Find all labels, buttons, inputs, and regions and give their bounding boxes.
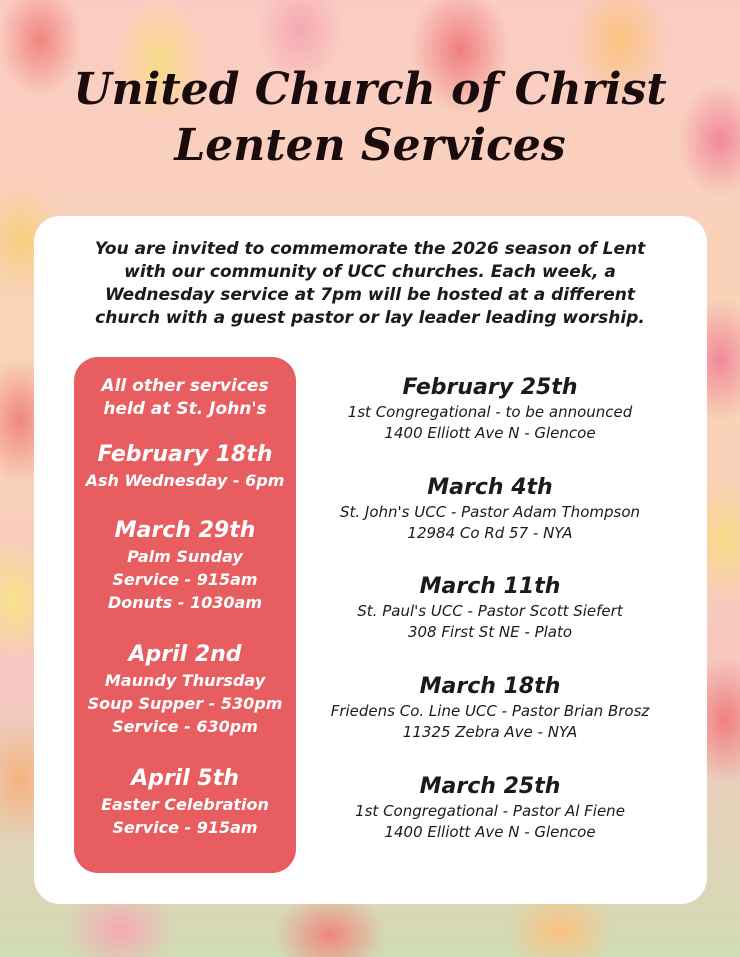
title-line-1: United Church of Christ — [73, 64, 667, 115]
service-detail: Service - 915am — [112, 570, 258, 589]
event-mar-11 — [300, 573, 680, 643]
service-date: March 29th — [114, 518, 256, 543]
event-feb-25 — [300, 374, 680, 444]
service-date: April 2nd — [128, 642, 242, 667]
page-title — [0, 62, 740, 174]
service-easter — [74, 765, 296, 839]
note-line: All other services — [101, 376, 269, 396]
service-palm-sunday — [74, 517, 296, 614]
intro-paragraph — [70, 238, 670, 330]
service-detail: Donuts - 1030am — [107, 593, 262, 612]
event-church: 1st Congregational - to be announced — [347, 403, 633, 421]
service-detail: Service - 630pm — [112, 717, 258, 736]
event-church: 1st Congregational - Pastor Al Fiene — [355, 802, 625, 820]
service-detail: Soup Supper - 530pm — [87, 694, 283, 713]
service-date: February 18th — [97, 442, 273, 467]
title-line-2: Lenten Services — [174, 120, 566, 171]
intro-line: Wednesday service at 7pm will be hosted at a different — [105, 285, 635, 305]
event-address: 11325 Zebra Ave - NYA — [402, 723, 578, 741]
intro-line: with our community of UCC churches. Each week, a — [124, 262, 616, 282]
event-date: March 18th — [419, 674, 561, 699]
event-mar-18 — [300, 673, 680, 743]
intro-line: You are invited to commemorate the 2026 season of Lent — [94, 239, 646, 259]
service-ash-wednesday — [74, 441, 296, 492]
intro-line: church with a guest pastor or lay leader leading worship. — [95, 308, 645, 328]
service-detail: Service - 915am — [112, 818, 258, 837]
event-date: February 25th — [402, 375, 578, 400]
event-address: 1400 Elliott Ave N - Glencoe — [384, 823, 596, 841]
other-services-note — [74, 375, 296, 421]
event-address: 308 First St NE - Plato — [407, 623, 573, 641]
event-date: March 11th — [419, 574, 561, 599]
event-mar-4 — [300, 474, 680, 544]
service-maundy-thursday — [74, 641, 296, 738]
event-date: March 4th — [427, 475, 553, 500]
event-date: March 25th — [419, 774, 561, 799]
note-line: held at St. John's — [103, 399, 267, 419]
event-church: Friedens Co. Line UCC - Pastor Brian Brosz — [330, 702, 650, 720]
service-detail: Ash Wednesday - 6pm — [85, 471, 285, 490]
service-date: April 5th — [131, 766, 239, 791]
service-detail: Maundy Thursday — [104, 671, 266, 690]
event-address: 12984 Co Rd 57 - NYA — [407, 524, 573, 542]
event-church: St. Paul's UCC - Pastor Scott Siefert — [357, 602, 623, 620]
service-detail: Easter Celebration — [101, 795, 269, 814]
other-services-panel — [74, 357, 296, 873]
event-church: St. John's UCC - Pastor Adam Thompson — [339, 503, 640, 521]
service-detail: Palm Sunday — [127, 547, 243, 566]
event-address: 1400 Elliott Ave N - Glencoe — [384, 424, 596, 442]
event-mar-25 — [300, 773, 680, 843]
